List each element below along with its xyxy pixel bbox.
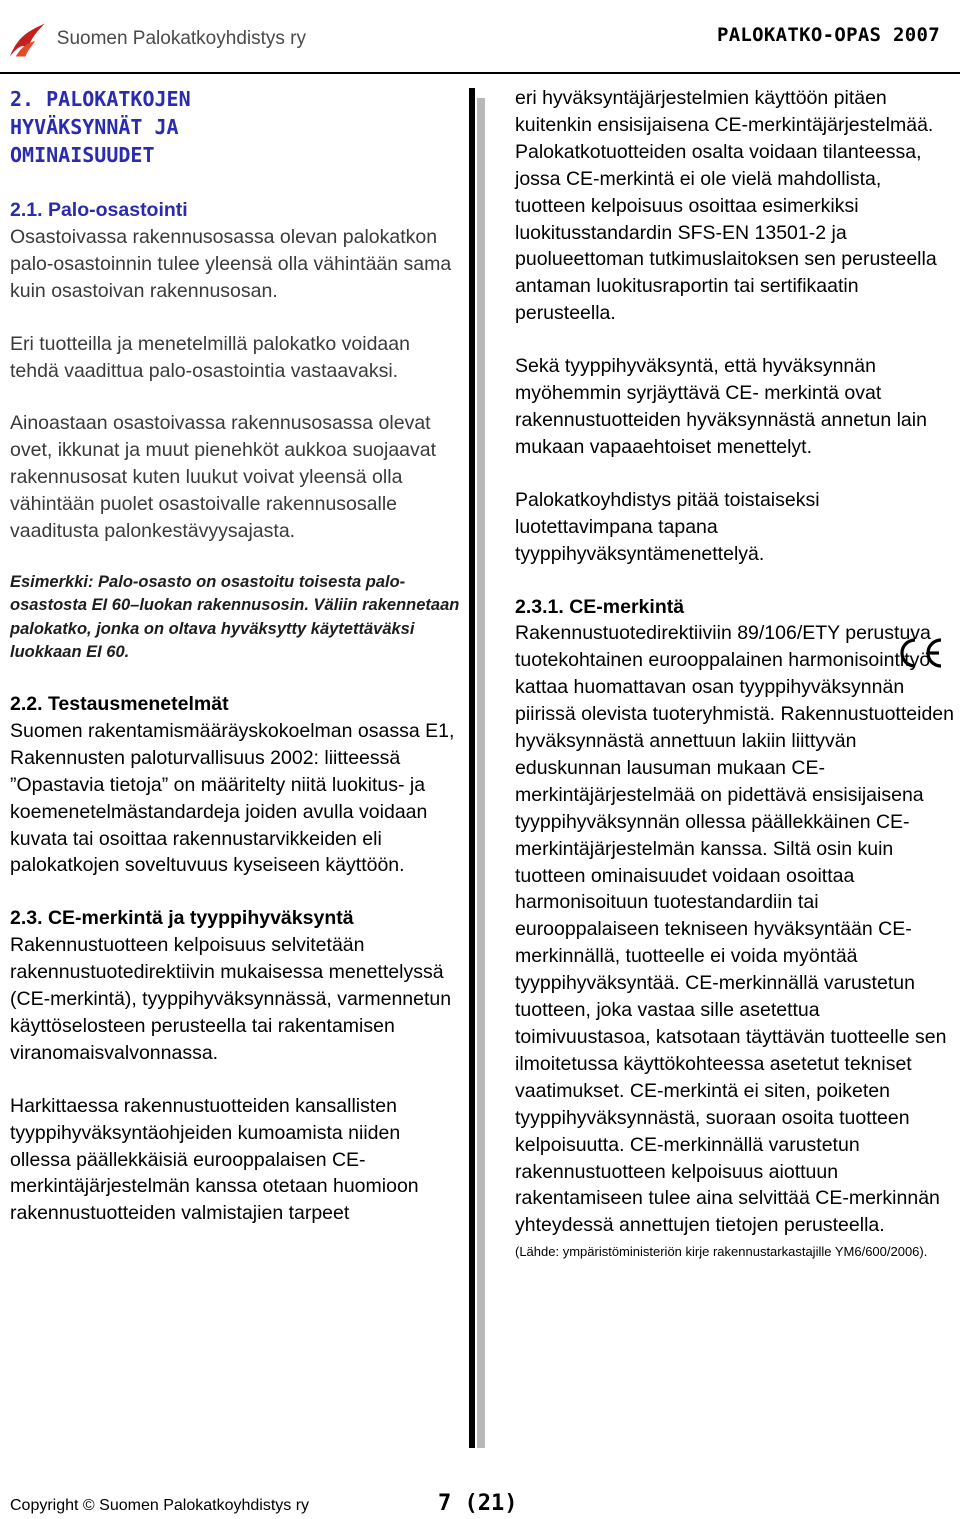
example-note: Esimerkki: Palo-osasto on osastoitu toisesta palo-osastosta EI 60–luokan rakennusosin. Väliin rakennetaan palokatko, jonka on oltava hyväksytty käytettäväksi luokkaan EI 60. [10, 572, 460, 662]
paragraph: Palokatkoyhdistys pitää toistaiseksi luotettavimpana tapana tyyppihyväksyntämenettelyä. [515, 488, 820, 565]
section-heading-2-1: 2.1. Palo-osastointi [10, 199, 188, 221]
source-note: (Lähde: ympäristöministeriön kirje rakennustarkastajille YM6/600/2006). [515, 1244, 928, 1260]
paragraph: Rakennustuotedirektiiviin 89/106/ETY perustuva tuotekohtainen eurooppalainen harmonisointityö kattaa huomattavan osan tyyppihyväksynnän piirissä olevista tuoteryhmistä. Rakennustuotteiden hyväksynnästä annettuun lakiin liittyvän eduskunnan lausuman mukaan CE-merkintäjärjestelmää on pidettävä ensisijaisena tyyppihyväksynnän ollessa päällekkäinen CE-merkintäjärjestelmän kanssa. Siltä osin kuin tuotteen ominaisuudet voidaan osoittaa harmonisoituun tuotestandardiin tai eurooppalaiseen tekniseen hyväksyntään CE-merkinnällä, tuotteelle ei voida myöntää tyyppihyväksyntää. CE-merkinnällä varustetun tuotteen, joka vastaa sille asetettua toimivuustasoa, katsotaan täyttävän tuotteelle sen ilmoitetussa käyttökohteessa asetetut tekniset vaatimukset. CE-merkintä ei siten, poiketen tyyppihyväksynnästä, suoraan osoita tuotteen kelpoisuutta. CE-merkinnällä varustetun rakennustuotteen kelpoisuus aiottuun rakentamiseen tulee aina selvittää CE-merkinnän yhteydessä annettujen tietojen perusteella. [515, 622, 954, 1237]
section-heading-2-3: 2.3. CE-merkintä ja tyyppihyväksyntä [10, 907, 354, 930]
page-number: 7 (21) [438, 1491, 518, 1516]
paragraph: Harkittaessa rakennustuotteiden kansallisten tyyppihyväksyntäohjeiden kumoamista niiden ollessa päällekkäisiä eurooppalaisen CE- merkintäjärjestelmän kanssa otetaan huomioon rakennustuotteiden valmistajien tarpeet [10, 1094, 419, 1225]
section-heading-2-3-1: 2.3.1. CE-merkintä [515, 595, 685, 618]
footer-copyright: Copyright © Suomen Palokatkoyhdistys ry [10, 1497, 310, 1514]
paragraph: eri hyväksyntäjärjestelmien käyttöön pitäen kuitenkin ensisijaisena CE-merkintäjärjestelmää. Palokatkotuotteiden osalta voidaan tilanteessa, jossa CE-merkintä ei ole vielä mahdollista, tuotteen kelpoisuus osoittaa esimerkiksi luokitusstandardin SFS-EN 13501-2 ja puolueettoman tutkimuslaitoksen sen perusteella antaman luokitusraportin tai sertifikaatin perusteella. [515, 87, 937, 325]
chapter-heading-line-1: 2. PALOKATKOJEN [10, 87, 191, 111]
paragraph: Ainoastaan osastoivassa rakennusosassa olevat ovet, ikkunat ja muut pienehköt aukkoa suojaavat rakennusosat kuten luukut voivat yleensä olla vähintään puolet osastoivalle rakennusosalle vaaditusta palonkestävyysajasta. [10, 412, 437, 543]
left-column [10, 85, 460, 1253]
paragraph: Osastoivassa rakennusosassa olevan palokatkon palo-osastoinnin tulee yleensä olla vähintään sama kuin osastoivan rakennusosan. [10, 225, 452, 302]
ce-mark-icon [897, 636, 945, 670]
right-column [515, 85, 955, 1265]
header-divider [0, 72, 960, 74]
paragraph: Rakennustuotteen kelpoisuus selvitetään rakennustuotedirektiivin mukaisessa menettelyssä (CE-merkintä), tyyppihyväksynnässä, varmennetun käyttöselosteen perusteella tai rakentamisen viranomaisvalvonnassa. [10, 934, 452, 1064]
chapter-heading-line-3: OMINAISUUDET [10, 143, 155, 167]
chapter-heading-line-2: HYVÄKSYNNÄT JA [10, 115, 179, 139]
section-heading-2-2: 2.2. Testausmenetelmät [10, 692, 229, 715]
logo [6, 14, 306, 64]
paragraph: Suomen rakentamismääräyskokoelman osassa E1, Rakennusten paloturvallisuus 2002: liitteessä ”Opastavia tietoja” on määritelty niitä luokitus- ja koemenetelmästandardeja joiden avulla voidaan kuvata tai osoittaa rakennustarvikkeiden eli palokatkojen soveltuvuus kyseiseen käyttöön. [10, 719, 455, 877]
document-title: PALOKATKO-OPAS 2007 [716, 24, 940, 46]
paragraph: Sekä tyyppihyväksyntä, että hyväksynnän myöhemmin syrjäyttävä CE- merkintä ovat rakennustuotteiden hyväksynnästä annetun lain mukaan vapaaehtoiset menettelyt. [515, 355, 927, 458]
column-divider [469, 88, 491, 1448]
chapter-heading [10, 85, 460, 169]
logo-text: Suomen Palokatkoyhdistys ry [56, 28, 306, 49]
paragraph: Eri tuotteilla ja menetelmillä palokatko voidaan tehdä vaadittua palo-osastointia vastaavaksi. [10, 332, 410, 382]
flame-logo-icon [6, 17, 49, 61]
